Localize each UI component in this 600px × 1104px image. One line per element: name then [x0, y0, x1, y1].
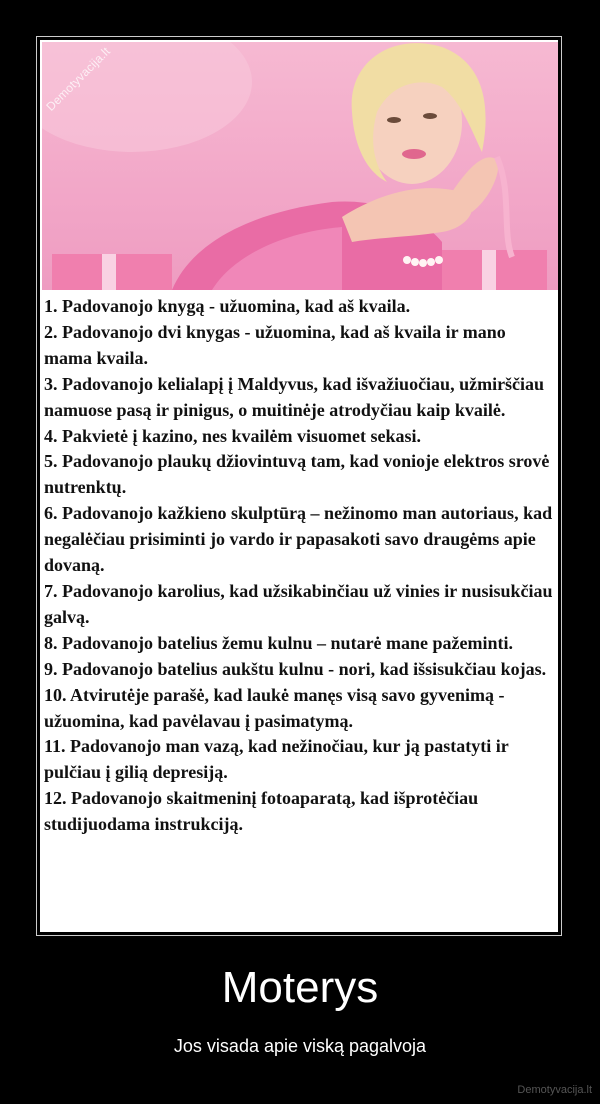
watermark-text: Demotyvacija.lt [43, 44, 113, 114]
list-item: 6. Padovanojo kažkieno skulptūrą – nežinomo man autoriaus, kad negalėčiau prisiminti jo vardo ir papasakoti savo draugėms apie dovaną. [44, 503, 553, 576]
list-item: 8. Padovanojo batelius žemu kulnu – nutarė mane pažeminti. [44, 632, 514, 653]
list-item: 1. Padovanojo knygą - užuomina, kad aš kvaila. [44, 296, 411, 316]
gift-list [44, 294, 554, 838]
list-item: 4. Pakvietė į kazino, nes kvailėm visuomet sekasi. [44, 425, 421, 446]
list-item: 3. Padovanojo kelialapį į Maldyvus, kad išvažiuočiau, užmirščiau namuose pasą ir pinigus, o muitinėje atrodyčiau kaip kvailė. [44, 373, 545, 420]
list-item: 11. Padovanojo man vazą, kad nežinočiau, kur ją pastatyti ir pulčiau į gilią depresiją. [44, 736, 509, 783]
site-footer-link[interactable]: Demotyvacija.lt [517, 1084, 592, 1096]
list-item: 7. Padovanojo karolius, kad užsikabinčiau už vinies ir nusisukčiau galvą. [44, 580, 553, 627]
list-item: 5. Padovanojo plaukų džiovintuvą tam, kad vonioje elektros srovė nutrenktų. [44, 451, 550, 498]
woman-photo [42, 42, 558, 290]
poster-subtitle: Jos visada apie viską pagalvoja [173, 1036, 427, 1056]
poster-frame [36, 36, 562, 936]
list-item: 10. Atvirutėje parašė, kad laukė manęs visą savo gyvenimą - užuomina, kad pavėlavau į pasimatymą. [44, 684, 505, 731]
poster-title: Moterys [221, 963, 379, 1012]
photo-illustration [42, 42, 558, 290]
list-item: 9. Padovanojo batelius aukštu kulnu - nori, kad išsisukčiau kojas. [44, 658, 547, 679]
list-item: 12. Padovanojo skaitmeninį fotoaparatą, kad išprotėčiau studijuodama instrukciją. [44, 788, 479, 835]
poster-inner [40, 40, 558, 932]
list-item: 2. Padovanojo dvi knygas - užuomina, kad aš kvaila ir mano mama kvaila. [44, 321, 506, 368]
